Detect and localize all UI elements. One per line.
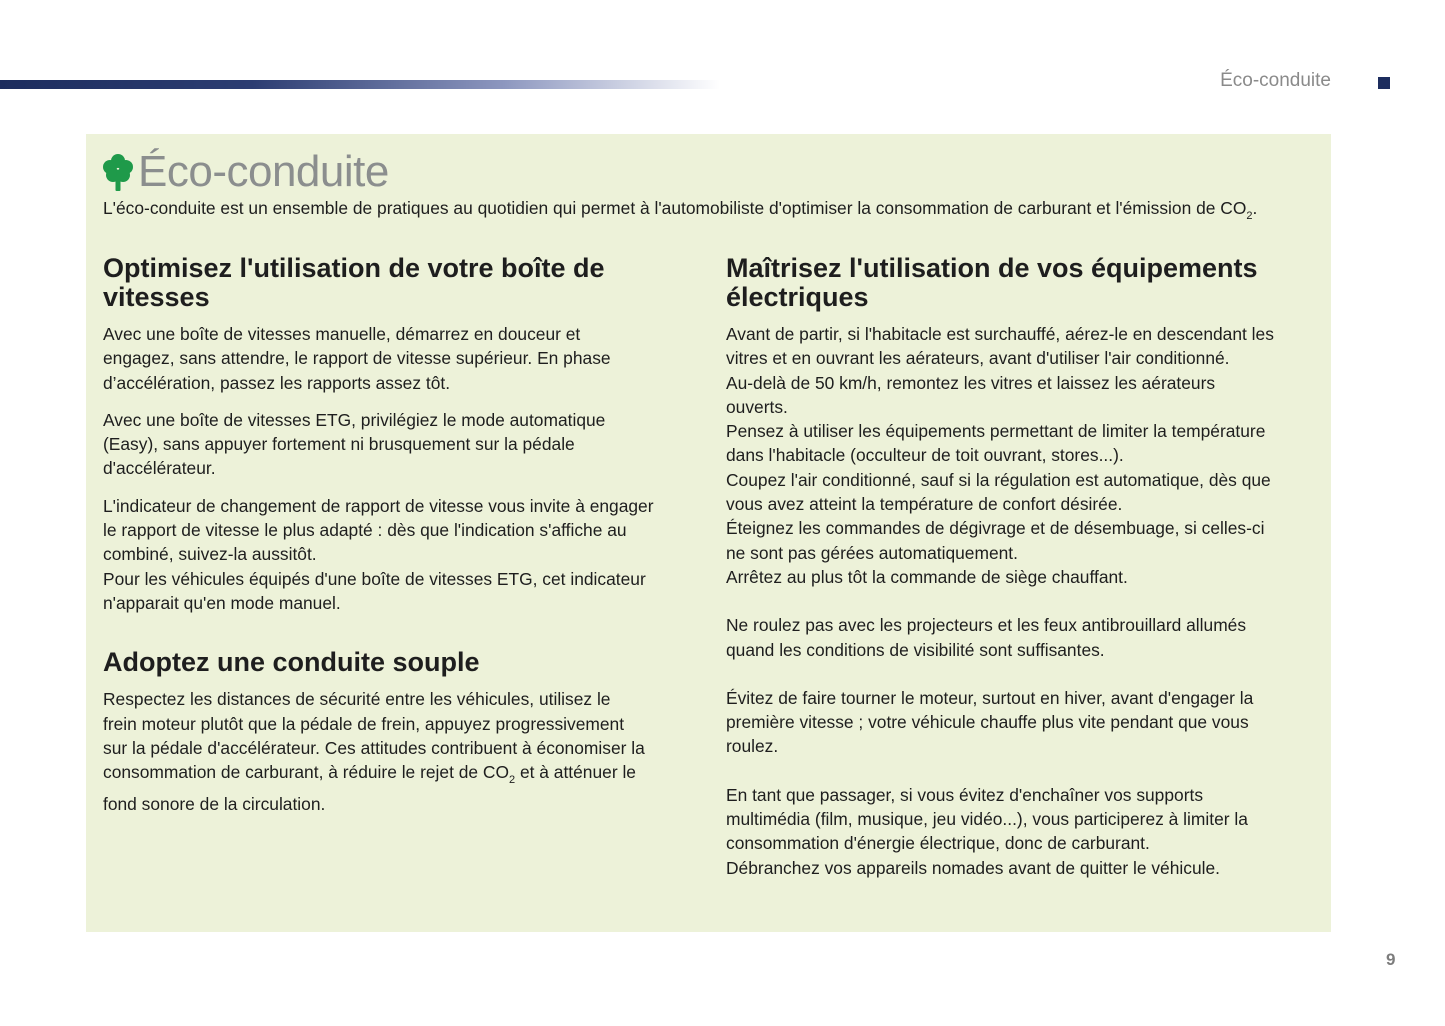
smooth-driving-text-end: et à atténuer le fond sonore de la circulation. [103, 762, 636, 815]
electrical-paragraph-3: Évitez de faire tourner le moteur, surtout en hiver, avant d'engager la première vitesse ; votre véhicule chauffe plus vite pendant que vous roulez. [726, 687, 1254, 757]
smooth-driving-paragraph [103, 687, 703, 816]
intro-paragraph [103, 196, 1318, 228]
smooth-driving-subscript: 2 [509, 774, 516, 787]
header-square-marker [1378, 77, 1390, 89]
left-column [103, 254, 703, 817]
page-number: 9 [1386, 950, 1396, 969]
heading-electrical: Maîtrisez l'utilisation de vos équipements électriques [726, 253, 1258, 312]
intro-end: . [1252, 198, 1258, 218]
smooth-driving-text: Respectez les distances de sécurité entre les véhicules, utilisez le frein moteur plutôt que la pédale de frein, appuyez progressivement sur la pédale d'accélérateur. Ces attitudes contribuent à économiser la consommation de carburant, à réduire le rejet de CO [103, 689, 645, 783]
gearbox-paragraph-1: Avec une boîte de vitesses manuelle, démarrez en douceur et engagez, sans attendre, le rapport de vitesse supérieur. En phase d’accélération, passez les rapports assez tôt. [103, 324, 611, 393]
header-section-title: Éco-conduite [1220, 70, 1331, 91]
intro-text: L'éco-conduite est un ensemble de pratiques au quotidien qui permet à l'automobiliste d'optimiser la consommation de carburant et l'émission de CO [103, 198, 1247, 218]
gearbox-paragraph-2: Avec une boîte de vitesses ETG, privilégiez le mode automatique (Easy), sans appuyer fortement ni brusquement sur la pédale d'accélérateur. [103, 409, 606, 479]
right-column [726, 254, 1326, 880]
intro-subscript: 2 [1246, 210, 1253, 222]
header-gradient-bar [0, 80, 720, 89]
page-title [102, 146, 389, 198]
electrical-paragraph-1: Avant de partir, si l'habitacle est surchauffé, aérez-le en descendant les vitres et en ouvrant les aérateurs, avant d'utiliser l'air conditionné. Au-delà de 50 km/h, remontez les vitres et laissez les aérateurs ouverts. Pensez à utiliser les équipements permettant de limiter la température dans l'habitacle (occulteur de toit ouvrant, stores...). Coupez l'air conditionné, sauf si la régulation est automatique, dès que vous avez atteint la température de confort désirée. Éteignez les commandes de dégivrage et de désembuage, si celles-ci ne sont pas gérées automatiquement. Arrêtez au plus tôt la commande de siège chauffant. [726, 324, 1274, 587]
electrical-paragraph-2: Ne roulez pas avec les projecteurs et les feux antibrouillard allumés quand les conditions de visibilité sont suffisantes. [726, 615, 1247, 660]
tree-icon [102, 152, 134, 192]
electrical-paragraph-4: En tant que passager, si vous évitez d'enchaîner vos supports multimédia (film, musique, jeu vidéo...), vous participerez à limiter la consommation d'énergie électrique, donc de carburant. Débranchez vos appareils nomades avant de quitter le véhicule. [726, 784, 1248, 878]
heading-gearbox: Optimisez l'utilisation de votre boîte de vitesses [103, 253, 605, 312]
heading-smooth-driving: Adoptez une conduite souple [103, 647, 480, 678]
gearbox-paragraph-3: L'indicateur de changement de rapport de vitesse vous invite à engager le rapport de vitesse le plus adapté : dès que l'indication s'affiche au combiné, suivez-la aussitôt. Pour les véhicules équipés d'une boîte de vitesses ETG, cet indicateur n'apparait qu'en mode manuel. [103, 495, 654, 613]
page-title-text: Éco-conduite [138, 147, 389, 196]
